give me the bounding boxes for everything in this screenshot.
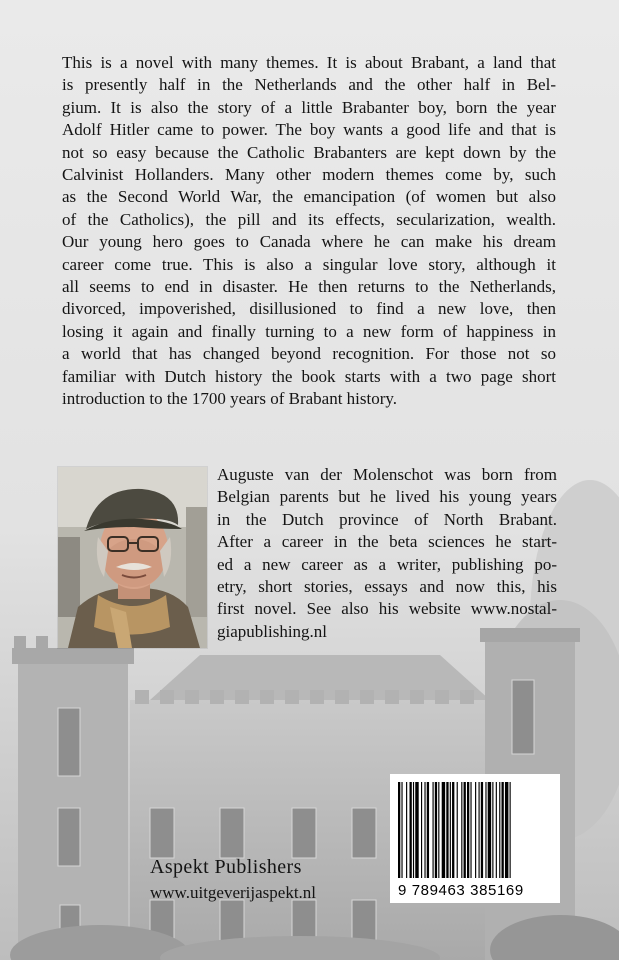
barcode-bar [492, 782, 493, 878]
blurb-line: Our young hero goes to Canada where he can make his dream [62, 232, 556, 252]
isbn-barcode [390, 774, 560, 903]
blurb-line: career come true. This is also a singular love story, although it [62, 254, 556, 274]
isbn-number: 9 789463 385169 [398, 882, 524, 899]
blurb-line: not so easy because the Catholic Brabanters are kept down by the [62, 142, 556, 162]
blurb-line: as the Second World War, the emancipation (of women but also [62, 187, 556, 207]
barcode-bar [505, 782, 508, 878]
blurb-line: This is a novel with many themes. It is about Brabant, a land that [62, 53, 556, 72]
barcode-bar [424, 782, 425, 878]
barcode-bar [427, 782, 429, 878]
barcode-bar [413, 782, 414, 878]
barcode-bar [452, 782, 454, 878]
back-cover-blurb [62, 52, 556, 411]
blurb-line: gium. It is also the story of a little Brabanter boy, born the year [62, 97, 556, 117]
barcode-bar [467, 782, 469, 878]
barcode-bar [450, 782, 451, 878]
blurb-line: introduction to the 1700 years of Brabant history. [62, 389, 398, 409]
blurb-line: divorced, impoverished, disillusioned to find a new love, then [62, 299, 556, 319]
bio-line: ed a new career as a writer, publishing po- [217, 554, 557, 574]
barcode-bar [401, 782, 402, 878]
bio-line: etry, short stories, essays and now this, his [217, 577, 557, 597]
bio-line: first novel. See also his website www.nostal- [217, 599, 557, 619]
publisher-name: Aspekt Publishers [150, 856, 302, 878]
barcode-bar [502, 782, 504, 878]
publisher-website: www.uitgeverijaspekt.nl [150, 883, 317, 902]
bio-line: giapublishing.nl [217, 621, 328, 641]
blurb-line: of the Catholics), the pill and its effects, secularization, wealth. [62, 209, 556, 229]
blurb-line: losing it again and finally turning to a new form of happiness in [62, 321, 556, 341]
blurb-line: is presently half in the Netherlands and the other half in Bel- [62, 75, 556, 95]
blurb-line: Calvinist Hollanders. Many other modern themes come by, such [62, 165, 556, 185]
barcode-bar [485, 782, 486, 878]
barcode-bar [457, 782, 458, 878]
barcode-bars [390, 774, 560, 884]
barcode-bar [461, 782, 462, 878]
barcode-bar [433, 782, 434, 878]
barcode-bar [470, 782, 471, 878]
barcode-bar [510, 782, 511, 878]
barcode-bar [475, 782, 476, 878]
barcode-bar [446, 782, 448, 878]
author-photo [58, 467, 207, 648]
bio-line: in the Dutch province of North Brabant. [217, 509, 557, 529]
blurb-line: Adolf Hitler came to power. The boy wants a good life and that is [62, 120, 556, 140]
barcode-bar [410, 782, 412, 878]
barcode-bar [415, 782, 418, 878]
blurb-line: a world that has changed beyond recognition. For those not so [62, 344, 556, 364]
blurb-line: familiar with Dutch history the book starts with a two page short [62, 366, 556, 386]
bio-line: Auguste van der Molenschot was born from [217, 465, 557, 484]
barcode-bar [488, 782, 491, 878]
barcode-bar [481, 782, 483, 878]
bio-line: Belgian parents but he lived his young years [217, 487, 557, 507]
barcode-bar [435, 782, 437, 878]
barcode-bar [496, 782, 497, 878]
barcode-bar [479, 782, 480, 878]
barcode-bar [406, 782, 407, 878]
author-bio [217, 464, 557, 643]
barcode-bar [421, 782, 422, 878]
bio-line: After a career in the beta sciences he start- [217, 532, 557, 552]
blurb-line: all seems to end in disaster. He then returns to the Netherlands, [62, 277, 556, 297]
barcode-bar [499, 782, 500, 878]
barcode-bar [464, 782, 466, 878]
barcode-bar [438, 782, 439, 878]
barcode-bar [442, 782, 445, 878]
barcode-bar [398, 782, 400, 878]
